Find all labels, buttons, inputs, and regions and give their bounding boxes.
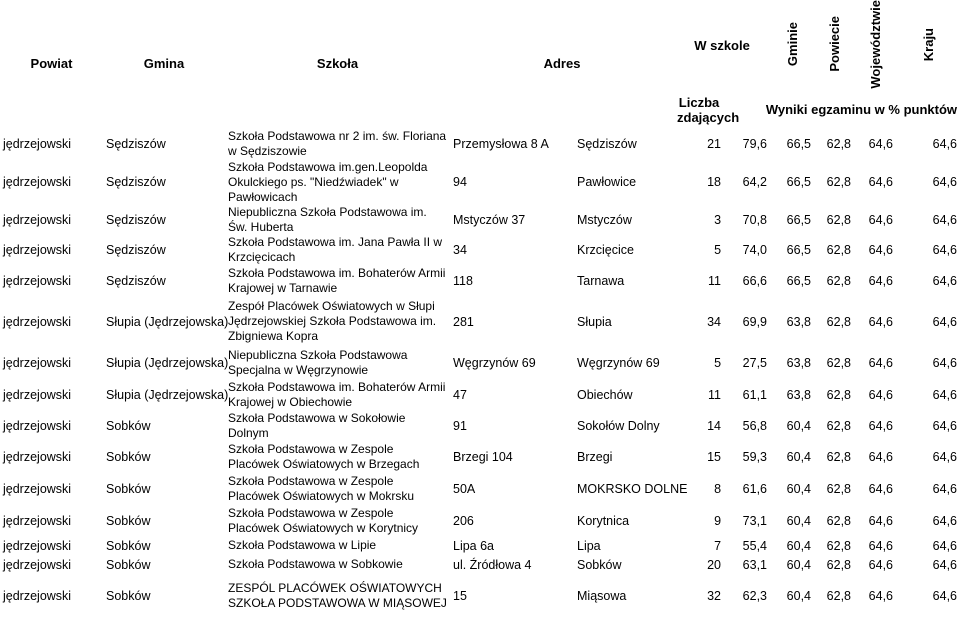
cell-wynik-powiat: 62,8 [826,136,852,151]
cell-gmina: Sobków [106,513,151,528]
cell-wynik-powiat: 62,8 [826,212,852,227]
cell-wynik-kraj: 64,6 [932,557,958,572]
cell-wynik-szkola: 59,3 [742,449,768,464]
cell-wynik-gmina: 66,5 [786,273,812,288]
cell-powiat: jędrzejowski [3,387,72,402]
cell-miejscowosc: Sobków [577,557,622,572]
cell-powiat: jędrzejowski [3,588,72,603]
cell-gmina: Sobków [106,449,151,464]
cell-wynik-kraj: 64,6 [932,387,958,402]
header-powiat: Powiat [30,56,73,72]
cell-wynik-powiat: 62,8 [826,387,852,402]
cell-wynik-szkola: 27,5 [742,355,768,370]
cell-wynik-kraj: 64,6 [932,355,958,370]
cell-miejscowosc: Brzegi [577,449,613,464]
cell-wynik-wojewodztwo: 64,6 [868,136,894,151]
cell-szkola: Szkoła Podstawowa w Lipie [228,538,377,553]
header-gminie [770,0,814,92]
cell-ulica: ul. Źródłowa 4 [453,557,532,572]
cell-szkola: Szkoła Podstawowa im. Jana Pawła II w Krzcięcicach [228,234,443,264]
cell-gmina: Sędziszów [106,136,166,151]
cell-miejscowosc: Lipa [577,538,601,553]
cell-liczba: 21 [707,136,722,151]
cell-wynik-powiat: 62,8 [826,314,852,329]
cell-miejscowosc: Tarnawa [577,273,625,288]
cell-wynik-kraj: 64,6 [932,273,958,288]
cell-wynik-gmina: 66,5 [786,242,812,257]
table-row [0,537,960,555]
cell-szkola: Zespół Placówek Oświatowych w Słupi Jędrzejowskiej Szkoła Podstawowa im. Zbigniewa Kopra [228,299,437,344]
cell-wynik-gmina: 60,4 [786,449,812,464]
cell-wynik-powiat: 62,8 [826,449,852,464]
cell-gmina: Sędziszów [106,175,166,190]
cell-wynik-gmina: 60,4 [786,513,812,528]
cell-wynik-szkola: 70,8 [742,212,768,227]
cell-wynik-powiat: 62,8 [826,513,852,528]
cell-wynik-gmina: 66,5 [786,212,812,227]
cell-wynik-wojewodztwo: 64,6 [868,418,894,433]
cell-szkola: Szkoła Podstawowa w Zespole Placówek Oświatowych w Mokrsku [228,473,415,503]
header-gmina: Gmina [143,56,185,72]
cell-wynik-szkola: 64,2 [742,175,768,190]
cell-miejscowosc: Sokołów Dolny [577,418,660,433]
cell-wynik-szkola: 62,3 [742,588,768,603]
table-row [0,555,960,575]
cell-miejscowosc: Mstyczów [577,212,632,227]
cell-wynik-gmina: 60,4 [786,557,812,572]
table-row [0,575,960,617]
cell-wynik-wojewodztwo: 64,6 [868,481,894,496]
header-kraju-label: Kraju [920,27,936,61]
cell-powiat: jędrzejowski [3,449,72,464]
cell-gmina: Sędziszów [106,273,166,288]
cell-powiat: jędrzejowski [3,418,72,433]
table-row [0,128,960,160]
table-row [0,411,960,441]
cell-miejscowosc: MOKRSKO DOLNE [577,481,688,496]
cell-gmina: Sędziszów [106,212,166,227]
table-body [0,128,960,617]
header-szkola: Szkoła [316,56,359,72]
header-kraju [896,0,960,92]
cell-ulica: 15 [453,588,467,603]
cell-szkola: Szkoła Podstawowa w Sokołowie Dolnym [228,410,406,440]
header-liczba-zdajacych: Liczba zdających [677,94,740,125]
cell-wynik-kraj: 64,6 [932,242,958,257]
cell-gmina: Sobków [106,481,151,496]
cell-wynik-szkola: 61,6 [742,481,768,496]
cell-miejscowosc: Miąsowa [577,588,627,603]
cell-liczba: 34 [707,314,722,329]
table-row [0,441,960,473]
cell-wynik-kraj: 64,6 [932,449,958,464]
cell-powiat: jędrzejowski [3,513,72,528]
cell-wynik-szkola: 55,4 [742,538,768,553]
header-w-szkole: W szkole [694,38,750,54]
cell-liczba: 7 [714,538,722,553]
cell-wynik-szkola: 69,9 [742,314,768,329]
cell-liczba: 15 [707,449,722,464]
cell-liczba: 20 [707,557,722,572]
cell-miejscowosc: Pawłowice [577,175,637,190]
table-row [0,205,960,235]
cell-wynik-wojewodztwo: 64,6 [868,273,894,288]
cell-wynik-wojewodztwo: 64,6 [868,557,894,572]
cell-wynik-wojewodztwo: 64,6 [868,538,894,553]
cell-ulica: 50A [453,481,476,496]
cell-powiat: jędrzejowski [3,273,72,288]
cell-wynik-powiat: 62,8 [826,273,852,288]
cell-ulica: 34 [453,242,467,257]
cell-wynik-gmina: 66,5 [786,175,812,190]
cell-wynik-szkola: 61,1 [742,387,768,402]
cell-wynik-gmina: 63,8 [786,387,812,402]
cell-wynik-powiat: 62,8 [826,175,852,190]
table-row [0,379,960,411]
cell-wynik-kraj: 64,6 [932,588,958,603]
cell-ulica: Węgrzynów 69 [453,355,536,370]
header-wyniki: Wyniki egzaminu w % punktów [765,102,958,118]
cell-liczba: 8 [714,481,722,496]
cell-wynik-powiat: 62,8 [826,418,852,433]
cell-szkola: ZESPÓL PLACÓWEK OŚWIATOWYCH SZKOŁA PODSTAWOWA W MIĄSOWEJ [228,580,447,610]
cell-wynik-kraj: 64,6 [932,136,958,151]
cell-liczba: 11 [708,387,722,402]
cell-gmina: Sobków [106,557,151,572]
cell-szkola: Szkoła Podstawowa w Sobkowie [228,557,403,572]
cell-liczba: 5 [714,355,722,370]
cell-wynik-gmina: 66,5 [786,136,812,151]
cell-wynik-szkola: 56,8 [742,418,768,433]
cell-ulica: Brzegi 104 [453,449,513,464]
cell-wynik-kraj: 64,6 [932,314,958,329]
header-gminie-label: Gminie [784,22,800,67]
cell-szkola: Szkoła Podstawowa im. Bohaterów Armii Krajowej w Obiechowie [228,379,446,409]
header-powiecie [814,0,854,92]
cell-powiat: jędrzejowski [3,136,72,151]
cell-ulica: 281 [453,314,474,329]
cell-wynik-kraj: 64,6 [932,538,958,553]
cell-powiat: jędrzejowski [3,481,72,496]
cell-wynik-kraj: 64,6 [932,212,958,227]
cell-wynik-powiat: 62,8 [826,588,852,603]
cell-wynik-kraj: 64,6 [932,175,958,190]
cell-wynik-wojewodztwo: 64,6 [868,212,894,227]
cell-wynik-kraj: 64,6 [932,513,958,528]
cell-wynik-szkola: 73,1 [742,513,768,528]
cell-liczba: 3 [714,212,722,227]
cell-powiat: jędrzejowski [3,212,72,227]
cell-wynik-szkola: 79,6 [742,136,768,151]
header-wojewodztwie-label: Województwie [867,0,883,89]
cell-liczba: 5 [714,242,722,257]
cell-liczba: 14 [707,418,722,433]
cell-wynik-kraj: 64,6 [932,481,958,496]
cell-wynik-gmina: 60,4 [786,418,812,433]
cell-szkola: Szkoła Podstawowa im.gen.Leopolda Okulckiego ps. "Niedźwiadek" w Pawłowicach [228,159,428,204]
cell-powiat: jędrzejowski [3,314,72,329]
table-row [0,265,960,297]
cell-wynik-gmina: 60,4 [786,538,812,553]
table-row [0,297,960,347]
cell-ulica: 47 [453,387,467,402]
cell-wynik-wojewodztwo: 64,6 [868,387,894,402]
cell-wynik-wojewodztwo: 64,6 [868,449,894,464]
table-row [0,160,960,205]
cell-wynik-powiat: 62,8 [826,481,852,496]
cell-wynik-gmina: 63,8 [786,355,812,370]
cell-liczba: 32 [707,588,722,603]
header-powiecie-label: Powiecie [826,16,842,73]
cell-wynik-wojewodztwo: 64,6 [868,355,894,370]
cell-ulica: Mstyczów 37 [453,212,526,227]
cell-gmina: Sobków [106,418,151,433]
cell-wynik-wojewodztwo: 64,6 [868,175,894,190]
cell-ulica: 206 [453,513,474,528]
table-row [0,505,960,537]
cell-szkola: Szkoła Podstawowa im. Bohaterów Armii Krajowej w Tarnawie [228,265,446,295]
cell-ulica: Lipa 6a [453,538,495,553]
cell-ulica: 91 [453,418,467,433]
cell-ulica: 118 [453,273,473,288]
cell-powiat: jędrzejowski [3,538,72,553]
cell-miejscowosc: Korytnica [577,513,630,528]
cell-szkola: Szkoła Podstawowa w Zespole Placówek Oświatowych w Brzegach [228,441,420,471]
cell-wynik-wojewodztwo: 64,6 [868,314,894,329]
header-row [0,0,960,92]
cell-powiat: jędrzejowski [3,557,72,572]
cell-wynik-wojewodztwo: 64,6 [868,513,894,528]
table-row [0,347,960,379]
cell-wynik-gmina: 60,4 [786,481,812,496]
cell-szkola: Szkoła Podstawowa nr 2 im. św. Floriana w Sędziszowie [228,128,447,158]
cell-wynik-szkola: 66,6 [742,273,768,288]
cell-gmina: Słupia (Jędrzejowska) [106,314,229,329]
cell-wynik-szkola: 63,1 [742,557,768,572]
cell-wynik-wojewodztwo: 64,6 [868,242,894,257]
cell-wynik-powiat: 62,8 [826,538,852,553]
cell-wynik-powiat: 62,8 [826,242,852,257]
table-row [0,235,960,265]
cell-gmina: Słupia (Jędrzejowska) [106,355,229,370]
cell-powiat: jędrzejowski [3,175,72,190]
cell-wynik-gmina: 60,4 [786,588,812,603]
cell-wynik-powiat: 62,8 [826,355,852,370]
cell-miejscowosc: Słupia [577,314,612,329]
cell-ulica: Przemysłowa 8 A [453,136,549,151]
cell-wynik-wojewodztwo: 64,6 [868,588,894,603]
table-row [0,473,960,505]
cell-miejscowosc: Obiechów [577,387,633,402]
cell-szkola: Niepubliczna Szkoła Podstawowa im. Św. Huberta [228,204,427,234]
header-adres: Adres [543,56,581,72]
cell-gmina: Sobków [106,538,151,553]
cell-wynik-szkola: 74,0 [742,242,768,257]
cell-szkola: Szkoła Podstawowa w Zespole Placówek Oświatowych w Korytnicy [228,505,419,535]
cell-szkola: Niepubliczna Szkoła Podstawowa Specjalna w Węgrzynowie [228,347,408,377]
cell-liczba: 9 [714,513,722,528]
cell-powiat: jędrzejowski [3,242,72,257]
cell-wynik-gmina: 63,8 [786,314,812,329]
cell-wynik-kraj: 64,6 [932,418,958,433]
cell-gmina: Sędziszów [106,242,166,257]
cell-powiat: jędrzejowski [3,355,72,370]
cell-wynik-powiat: 62,8 [826,557,852,572]
cell-miejscowosc: Krzcięcice [577,242,634,257]
cell-miejscowosc: Sędziszów [577,136,637,151]
cell-gmina: Sobków [106,588,151,603]
cell-liczba: 18 [707,175,722,190]
cell-liczba: 11 [708,273,722,288]
cell-ulica: 94 [453,175,467,190]
cell-miejscowosc: Węgrzynów 69 [577,355,660,370]
cell-gmina: Słupia (Jędrzejowska) [106,387,229,402]
header-wojewodztwie [854,0,896,92]
